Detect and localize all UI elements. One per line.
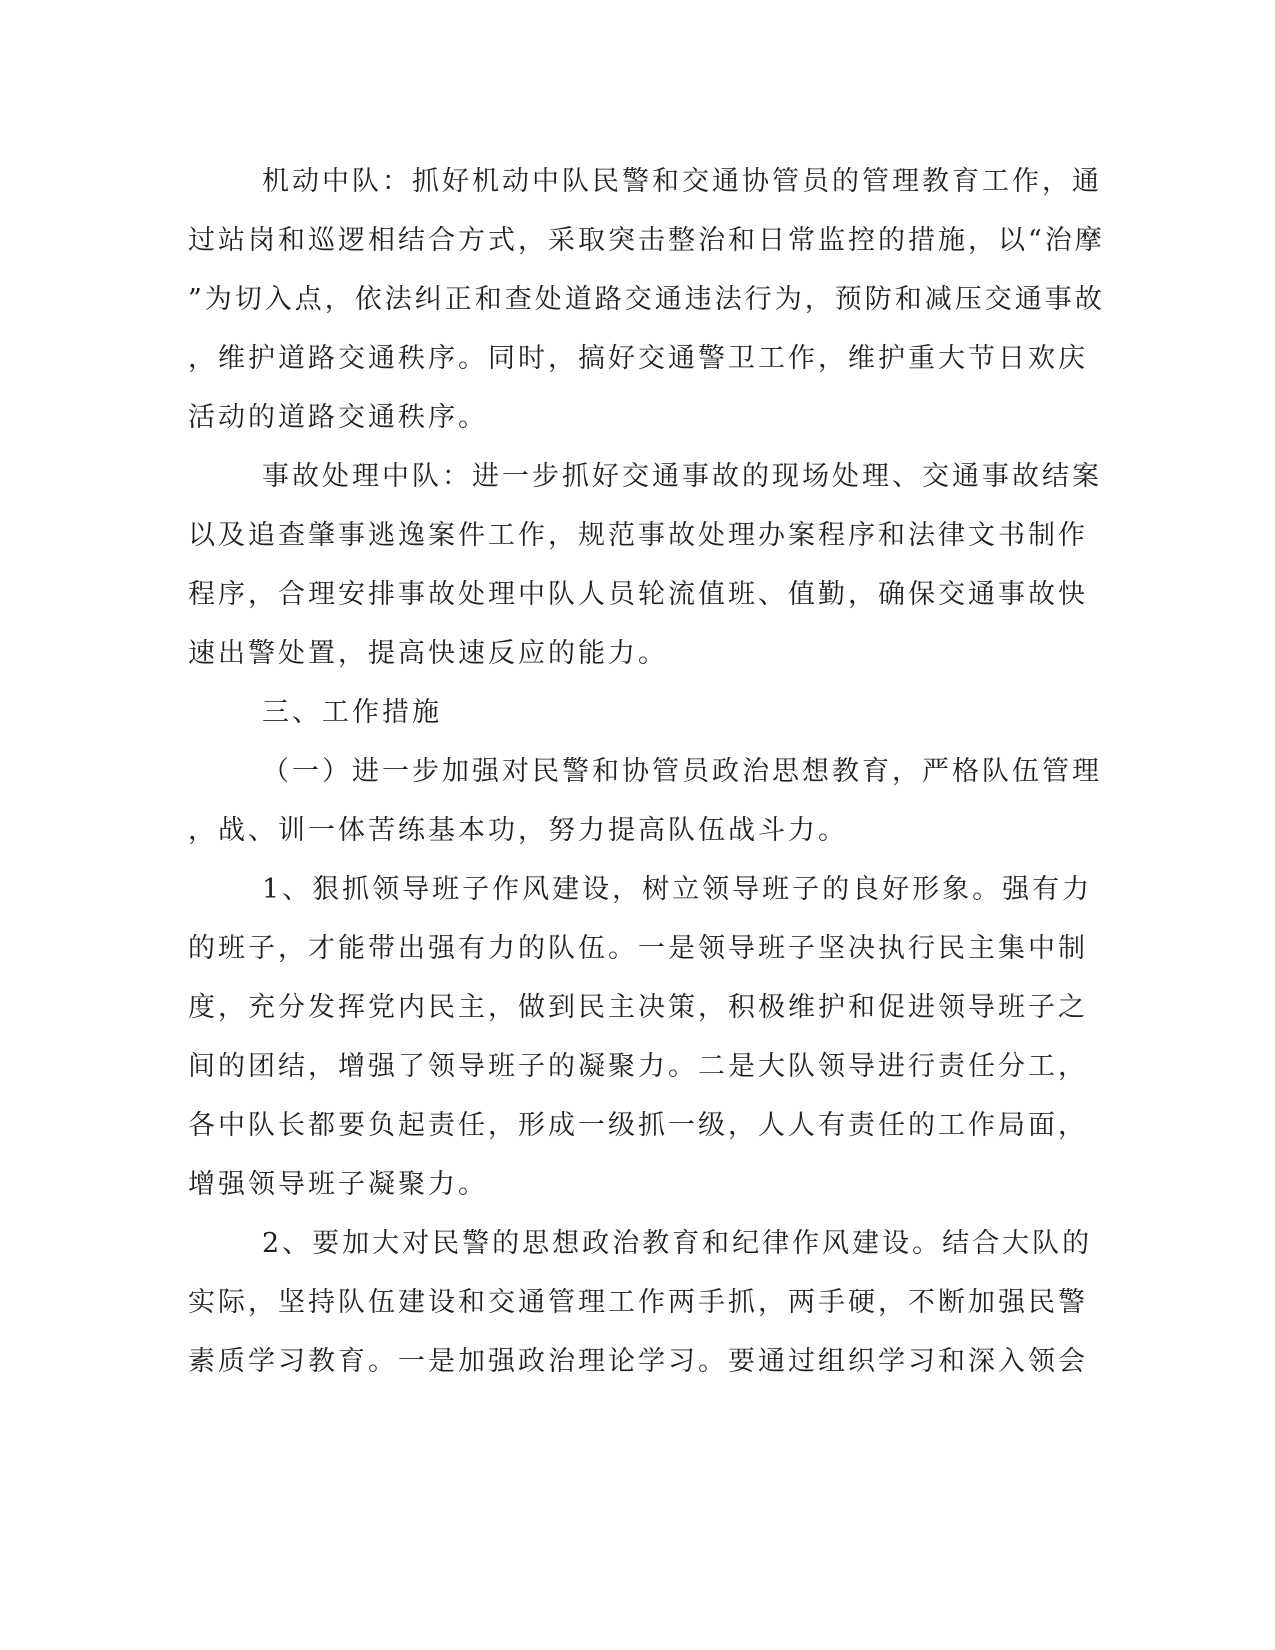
section-heading: 三、工作措施 [262,697,442,728]
text-line: 过站岗和巡逻相结合方式，采取突击整治和日常监控的措施，以“治摩 [188,225,1105,256]
text-line: 机动中队：抓好机动中队民警和交通协管员的管理教育工作，通 [262,166,1102,197]
text-line: ，战、训一体苦练基本功，努力提高队伍战斗力。 [188,815,848,846]
text-line: 活动的道路交通秩序。 [188,402,488,433]
text-line: ”为切入点，依法纠正和查处道路交通违法行为，预防和减压交通事故 [188,284,1105,315]
text-line: 各中队长都要负起责任，形成一级抓一级，人人有责任的工作局面， [188,1110,1088,1141]
text-line: 1、狠抓领导班子作风建设，树立领导班子的良好形象。强有力 [262,874,1093,905]
text-line: （一）进一步加强对民警和协管员政治思想教育，严格队伍管理 [262,756,1102,787]
text-line: 间的团结，增强了领导班子的凝聚力。二是大队领导进行责任分工， [188,1051,1088,1082]
text-line: 事故处理中队：进一步抓好交通事故的现场处理、交通事故结案 [262,461,1102,492]
text-line: 实际，坚持队伍建设和交通管理工作两手抓，两手硬，不断加强民警 [188,1287,1088,1318]
text-line: 以及追查肇事逃逸案件工作，规范事故处理办案程序和法律文书制作 [188,520,1088,551]
text-line: 程序，合理安排事故处理中队人员轮流值班、值勤，确保交通事故快 [188,579,1088,610]
text-line: 2、要加大对民警的思想政治教育和纪律作风建设。结合大队的 [262,1228,1093,1259]
text-line: 速出警处置，提高快速反应的能力。 [188,638,668,669]
text-line: 度，充分发挥党内民主，做到民主决策，积极维护和促进领导班子之 [188,992,1088,1023]
text-line: 增强领导班子凝聚力。 [188,1169,488,1200]
text-line: 的班子，才能带出强有力的队伍。一是领导班子坚决执行民主集中制 [188,933,1088,964]
text-line: 素质学习教育。一是加强政治理论学习。要通过组织学习和深入领会 [188,1346,1088,1377]
text-line: ，维护道路交通秩序。同时，搞好交通警卫工作，维护重大节日欢庆 [188,343,1088,374]
